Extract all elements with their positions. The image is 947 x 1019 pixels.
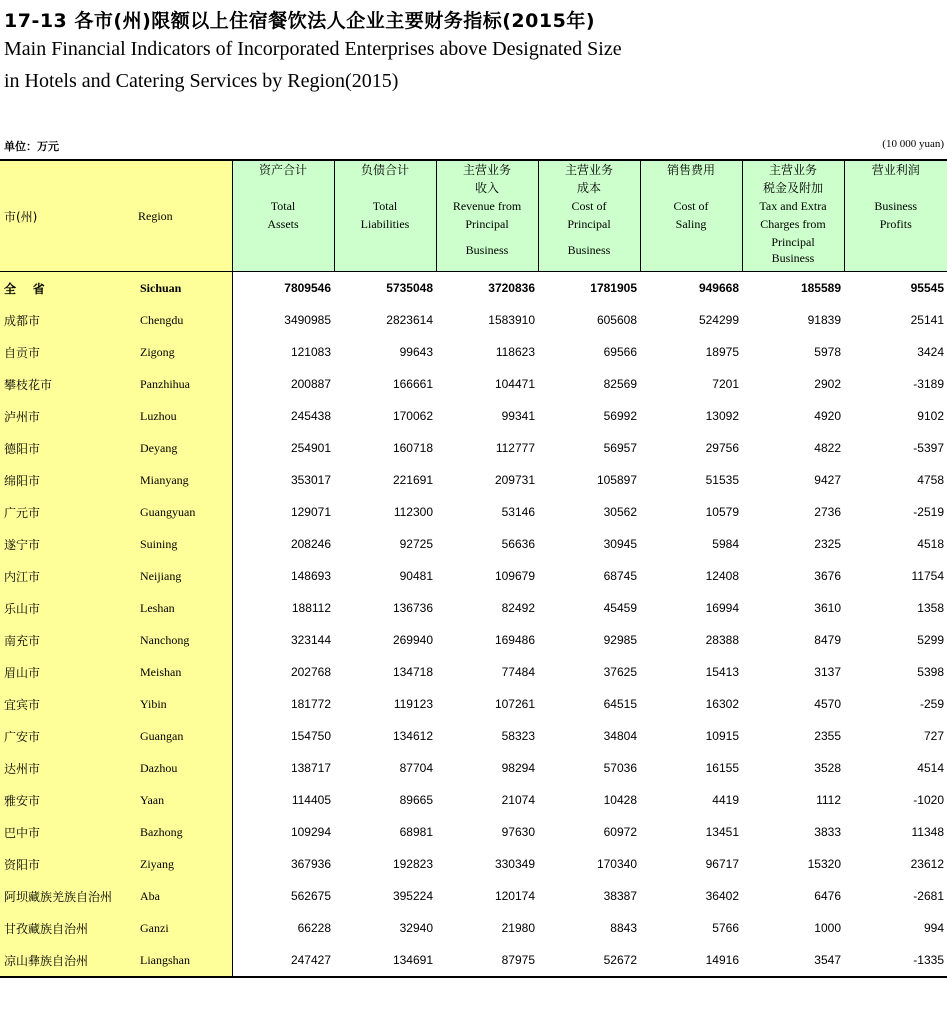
value-cell: 9102 xyxy=(917,409,944,423)
value-cell: 254901 xyxy=(290,441,331,455)
value-cell: 323144 xyxy=(290,633,331,647)
value-cell: 221691 xyxy=(392,473,433,487)
value-cell: 994 xyxy=(923,921,944,935)
table-row xyxy=(0,912,947,944)
value-cell: 66228 xyxy=(297,921,331,935)
value-cell: 1781905 xyxy=(590,281,637,295)
header-cost: 主营业务 成本 Cost of Principal Business xyxy=(538,160,640,272)
region-en-cell: Meishan xyxy=(134,656,232,688)
value-cell: 12408 xyxy=(705,569,739,583)
region-en-cell: Yaan xyxy=(134,784,232,816)
value-cell: 82492 xyxy=(501,601,535,615)
value-cell: 28388 xyxy=(705,633,739,647)
value-cell: 99643 xyxy=(399,345,433,359)
region-en-cell: Liangshan xyxy=(134,944,232,977)
region-cn-cell: 巴中市 xyxy=(0,816,134,848)
header-region-cn: 市(州) xyxy=(0,160,134,272)
value-cell: 134612 xyxy=(392,729,433,743)
value-cell: 69566 xyxy=(603,345,637,359)
value-cell: 118623 xyxy=(495,345,535,359)
value-cell: 209731 xyxy=(494,473,535,487)
value-cell: 98294 xyxy=(501,761,535,775)
region-cn-cell: 甘孜藏族自治州 xyxy=(0,912,134,944)
value-cell: 58323 xyxy=(501,729,535,743)
table-row xyxy=(0,688,947,720)
value-cell: 3137 xyxy=(814,665,841,679)
region-cn-cell: 遂宁市 xyxy=(0,528,134,560)
value-cell: 97630 xyxy=(501,825,535,839)
table-row xyxy=(0,848,947,880)
region-cn-cell: 达州市 xyxy=(0,752,134,784)
value-cell: 192823 xyxy=(392,857,433,871)
value-cell: 2355 xyxy=(814,729,841,743)
region-cn-cell: 广元市 xyxy=(0,496,134,528)
value-cell: -259 xyxy=(919,697,944,711)
region-en-cell: Panzhihua xyxy=(134,368,232,400)
value-cell: 169486 xyxy=(494,633,535,647)
header-total-assets: 资产合计 Total Assets xyxy=(232,160,334,272)
region-en-cell: Luzhou xyxy=(134,400,232,432)
value-cell: -1020 xyxy=(913,793,944,807)
value-cell: 119123 xyxy=(393,697,433,711)
unit-label-en: (10 000 yuan) xyxy=(882,138,944,150)
value-cell: 104471 xyxy=(494,377,535,391)
region-en-cell: Dazhou xyxy=(134,752,232,784)
region-cn-cell: 眉山市 xyxy=(0,656,134,688)
value-cell: 11348 xyxy=(911,825,944,839)
value-cell: 4518 xyxy=(917,537,944,551)
value-cell: 99341 xyxy=(501,409,535,423)
value-cell: 91839 xyxy=(807,313,841,327)
table-row xyxy=(0,528,947,560)
region-en-cell: Zigong xyxy=(134,336,232,368)
value-cell: 269940 xyxy=(392,633,433,647)
value-cell: 114405 xyxy=(291,793,331,807)
value-cell: 5398 xyxy=(917,665,944,679)
value-cell: 170340 xyxy=(596,857,637,871)
value-cell: 14916 xyxy=(640,944,742,977)
table-row xyxy=(0,432,947,464)
value-cell: 30562 xyxy=(603,505,637,519)
value-cell: 5766 xyxy=(712,921,739,935)
value-cell: 3490985 xyxy=(284,313,331,327)
region-en-cell: Guangan xyxy=(134,720,232,752)
value-cell: 109294 xyxy=(290,825,331,839)
region-en-cell: Ziyang xyxy=(134,848,232,880)
value-cell: 2902 xyxy=(814,377,841,391)
value-cell: 30945 xyxy=(603,537,637,551)
value-cell: 29756 xyxy=(705,441,739,455)
region-cn-cell: 资阳市 xyxy=(0,848,134,880)
value-cell: 136736 xyxy=(392,601,433,615)
region-en-cell: Sichuan xyxy=(134,272,232,305)
table-row xyxy=(0,400,947,432)
value-cell: 1358 xyxy=(917,601,944,615)
value-cell: 367936 xyxy=(290,857,331,871)
value-cell: 949668 xyxy=(698,281,739,295)
value-cell: -2519 xyxy=(913,505,944,519)
value-cell: 45459 xyxy=(603,601,637,615)
value-cell: 2736 xyxy=(814,505,841,519)
value-cell: 92985 xyxy=(603,633,637,647)
region-cn-cell: 内江市 xyxy=(0,560,134,592)
value-cell: 154750 xyxy=(290,729,331,743)
value-cell: 4758 xyxy=(917,473,944,487)
region-cn-cell: 凉山彝族自治州 xyxy=(0,944,134,977)
region-en-cell: Neijiang xyxy=(134,560,232,592)
value-cell: 56992 xyxy=(603,409,637,423)
region-cn-cell: 绵阳市 xyxy=(0,464,134,496)
table-row xyxy=(0,880,947,912)
value-cell: 92725 xyxy=(399,537,433,551)
value-cell: 2823614 xyxy=(386,313,433,327)
table-row xyxy=(0,368,947,400)
value-cell: 3528 xyxy=(814,761,841,775)
value-cell: 105897 xyxy=(596,473,637,487)
value-cell: 200887 xyxy=(290,377,331,391)
value-cell: 6476 xyxy=(814,889,841,903)
region-en-cell: Suining xyxy=(134,528,232,560)
value-cell: 36402 xyxy=(705,889,739,903)
value-cell: 7201 xyxy=(712,377,739,391)
value-cell: 3833 xyxy=(814,825,841,839)
value-cell: 10915 xyxy=(705,729,739,743)
value-cell: 15320 xyxy=(807,857,841,871)
value-cell: 32940 xyxy=(399,921,433,935)
region-cn-cell: 德阳市 xyxy=(0,432,134,464)
value-cell: 52672 xyxy=(538,944,640,977)
value-cell: 34804 xyxy=(603,729,637,743)
table-title-en-line2: in Hotels and Catering Services by Region(2015) xyxy=(4,70,399,92)
header-tax: 主营业务 税金及附加 Tax and Extra Charges from Principal Business xyxy=(742,160,844,272)
region-cn-cell: 乐山市 xyxy=(0,592,134,624)
region-cn-cell: 广安市 xyxy=(0,720,134,752)
value-cell: 8843 xyxy=(610,921,637,935)
region-cn-cell: 全 省 xyxy=(0,272,134,305)
value-cell: 23612 xyxy=(910,857,944,871)
value-cell: 181772 xyxy=(290,697,331,711)
value-cell: -3189 xyxy=(913,377,944,391)
value-cell: 8479 xyxy=(814,633,841,647)
region-en-cell: Yibin xyxy=(134,688,232,720)
value-cell: 5984 xyxy=(712,537,739,551)
region-en-cell: Bazhong xyxy=(134,816,232,848)
value-cell: 7809546 xyxy=(284,281,331,295)
value-cell: 21074 xyxy=(501,793,535,807)
value-cell: 16302 xyxy=(705,697,739,711)
value-cell: 1112 xyxy=(816,793,841,807)
header-total-liabilities: 负债合计 Total Liabilities xyxy=(334,160,436,272)
value-cell: 10428 xyxy=(603,793,637,807)
value-cell: 120174 xyxy=(494,889,535,903)
region-en-cell: Deyang xyxy=(134,432,232,464)
region-en-cell: Nanchong xyxy=(134,624,232,656)
value-cell: 21980 xyxy=(501,921,535,935)
region-en-cell: Guangyuan xyxy=(134,496,232,528)
value-cell: 148693 xyxy=(290,569,331,583)
header-revenue: 主营业务 收入 Revenue from Principal Business xyxy=(436,160,538,272)
header-region-en: Region xyxy=(134,160,232,272)
value-cell: 4920 xyxy=(814,409,841,423)
value-cell: 11754 xyxy=(911,569,944,583)
region-cn-cell: 南充市 xyxy=(0,624,134,656)
value-cell: 109679 xyxy=(494,569,535,583)
value-cell: 18975 xyxy=(705,345,739,359)
value-cell: 37625 xyxy=(603,665,637,679)
value-cell: 64515 xyxy=(603,697,637,711)
table-row xyxy=(0,720,947,752)
value-cell: 524299 xyxy=(698,313,739,327)
value-cell: 188112 xyxy=(291,601,331,615)
value-cell: 96717 xyxy=(705,857,739,871)
value-cell: 3676 xyxy=(814,569,841,583)
header-cost-of-saling: 销售费用 Cost of Saling xyxy=(640,160,742,272)
value-cell: 4514 xyxy=(917,761,944,775)
value-cell: 107261 xyxy=(494,697,535,711)
value-cell: 5299 xyxy=(917,633,944,647)
value-cell: 87704 xyxy=(399,761,433,775)
value-cell: 160718 xyxy=(392,441,433,455)
table-row xyxy=(0,592,947,624)
table-title-en-line1: Main Financial Indicators of Incorporated Enterprises above Designated Size xyxy=(4,38,622,60)
value-cell: 3424 xyxy=(917,345,944,359)
value-cell: 134691 xyxy=(334,944,436,977)
value-cell: 330349 xyxy=(494,857,535,871)
value-cell: 77484 xyxy=(501,665,535,679)
value-cell: 1000 xyxy=(814,921,841,935)
value-cell: 38387 xyxy=(603,889,637,903)
value-cell: 56957 xyxy=(603,441,637,455)
value-cell: 95545 xyxy=(910,281,944,295)
region-en-cell: Aba xyxy=(134,880,232,912)
value-cell: 129071 xyxy=(290,505,331,519)
value-cell: 4822 xyxy=(814,441,841,455)
value-cell: 5735048 xyxy=(386,281,433,295)
value-cell: 68745 xyxy=(603,569,637,583)
region-en-cell: Chengdu xyxy=(134,304,232,336)
table-row xyxy=(0,784,947,816)
value-cell: 605608 xyxy=(596,313,637,327)
table-title-cn: 17-13 各市(州)限额以上住宿餐饮法人企业主要财务指标(2015年) xyxy=(4,10,595,32)
region-en-cell: Leshan xyxy=(134,592,232,624)
value-cell: 208246 xyxy=(290,537,331,551)
region-cn-cell: 攀枝花市 xyxy=(0,368,134,400)
value-cell: 395224 xyxy=(392,889,433,903)
value-cell: 89665 xyxy=(399,793,433,807)
header-business-profits: 营业利润 Business Profits xyxy=(844,160,947,272)
value-cell: 56636 xyxy=(501,537,535,551)
value-cell: 1583910 xyxy=(488,313,535,327)
table-row xyxy=(0,752,947,784)
value-cell: 202768 xyxy=(290,665,331,679)
value-cell: 16155 xyxy=(705,761,739,775)
table-row xyxy=(0,464,947,496)
value-cell: 53146 xyxy=(501,505,535,519)
value-cell: 247427 xyxy=(232,944,334,977)
value-cell: 3720836 xyxy=(488,281,535,295)
value-cell: 4419 xyxy=(712,793,739,807)
value-cell: 5978 xyxy=(814,345,841,359)
region-cn-cell: 阿坝藏族羌族自治州 xyxy=(0,880,134,912)
value-cell: 166661 xyxy=(392,377,433,391)
value-cell: 51535 xyxy=(705,473,739,487)
region-cn-cell: 自贡市 xyxy=(0,336,134,368)
value-cell: 245438 xyxy=(290,409,331,423)
region-cn-cell: 宜宾市 xyxy=(0,688,134,720)
region-cn-cell: 成都市 xyxy=(0,304,134,336)
region-cn-cell: 泸州市 xyxy=(0,400,134,432)
table-row xyxy=(0,304,947,336)
value-cell: 112300 xyxy=(393,505,433,519)
unit-label-cn: 单位：万元 xyxy=(4,140,59,153)
value-cell: 57036 xyxy=(603,761,637,775)
table-row xyxy=(0,816,947,848)
value-cell: 9427 xyxy=(814,473,841,487)
table-row xyxy=(0,656,947,688)
table-row xyxy=(0,336,947,368)
table-row xyxy=(0,624,947,656)
value-cell: 15413 xyxy=(705,665,739,679)
value-cell: 112777 xyxy=(495,441,535,455)
value-cell: 13092 xyxy=(705,409,739,423)
value-cell: 90481 xyxy=(399,569,433,583)
value-cell: -5397 xyxy=(913,441,944,455)
value-cell: 185589 xyxy=(800,281,841,295)
value-cell: -2681 xyxy=(913,889,944,903)
value-cell: 121083 xyxy=(290,345,331,359)
table-row xyxy=(0,560,947,592)
table-row xyxy=(0,944,947,977)
header-row xyxy=(0,160,947,272)
value-cell: 4570 xyxy=(814,697,841,711)
value-cell: -1335 xyxy=(844,944,947,977)
value-cell: 87975 xyxy=(436,944,538,977)
value-cell: 60972 xyxy=(603,825,637,839)
value-cell: 353017 xyxy=(290,473,331,487)
value-cell: 134718 xyxy=(392,665,433,679)
region-en-cell: Mianyang xyxy=(134,464,232,496)
value-cell: 82569 xyxy=(603,377,637,391)
value-cell: 3547 xyxy=(742,944,844,977)
value-cell: 25141 xyxy=(910,313,944,327)
value-cell: 10579 xyxy=(705,505,739,519)
value-cell: 2325 xyxy=(814,537,841,551)
value-cell: 727 xyxy=(923,729,944,743)
value-cell: 3610 xyxy=(814,601,841,615)
value-cell: 16994 xyxy=(705,601,739,615)
region-cn-cell: 雅安市 xyxy=(0,784,134,816)
financial-table xyxy=(0,159,947,978)
table-row xyxy=(0,496,947,528)
value-cell: 68981 xyxy=(399,825,433,839)
value-cell: 138717 xyxy=(290,761,331,775)
table-row xyxy=(0,272,947,305)
value-cell: 170062 xyxy=(392,409,433,423)
value-cell: 562675 xyxy=(290,889,331,903)
region-en-cell: Ganzi xyxy=(134,912,232,944)
value-cell: 13451 xyxy=(705,825,739,839)
